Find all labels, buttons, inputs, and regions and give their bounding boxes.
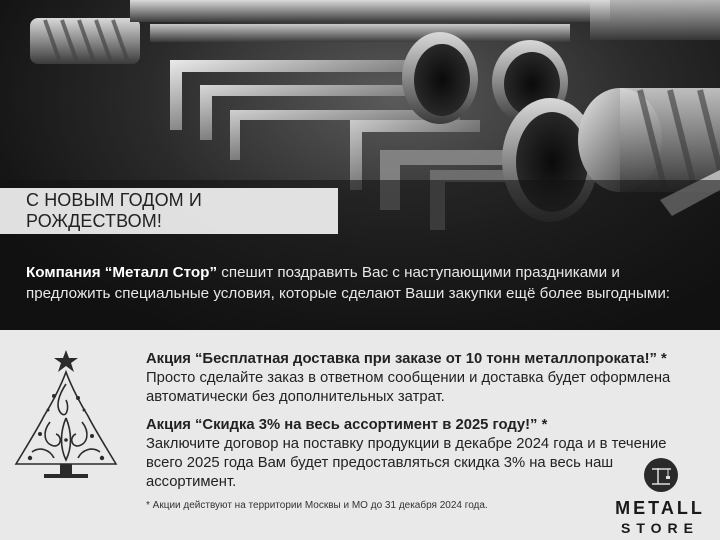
promo-title: Акция “Бесплатная доставка при заказе от 10 тонн металлопроката!” * xyxy=(146,351,667,367)
company-logo xyxy=(610,458,710,538)
promo-body: Заключите договор на поставку продукции в декабре 2024 года и в течение всего 2025 года Вам будет предоставляться скидка 3% на весь наш ассортимент. xyxy=(146,436,667,490)
promo-discount xyxy=(146,416,686,492)
intro-text: спешит поздравить Вас с наступающими праздниками и предложить специальные условия, которые сделают Ваши закупки ещё более выгодными: xyxy=(26,264,671,302)
company-name: Компания “Металл Стор” xyxy=(26,264,218,281)
footnote: * Акции действуют на территории Москвы и МО до 31 декабря 2024 года. xyxy=(146,500,488,511)
logo-word-store: STORE xyxy=(621,520,699,536)
promo-free-delivery xyxy=(146,350,686,407)
crane-icon xyxy=(644,458,678,492)
logo-word-metall: METALL xyxy=(615,498,705,518)
greeting-text: С НОВЫМ ГОДОМ И РОЖДЕСТВОМ! xyxy=(26,190,202,231)
christmas-tree-icon xyxy=(10,348,122,480)
promo-title: Акция “Скидка 3% на весь ассортимент в 2025 году!” * xyxy=(146,417,548,433)
promotions-section xyxy=(0,330,720,540)
intro-paragraph xyxy=(26,262,706,304)
greeting-banner xyxy=(0,188,338,234)
promo-body: Просто сделайте заказ в ответном сообщении и доставка будет оформлена автоматически без дополнительных затрат. xyxy=(146,370,671,405)
